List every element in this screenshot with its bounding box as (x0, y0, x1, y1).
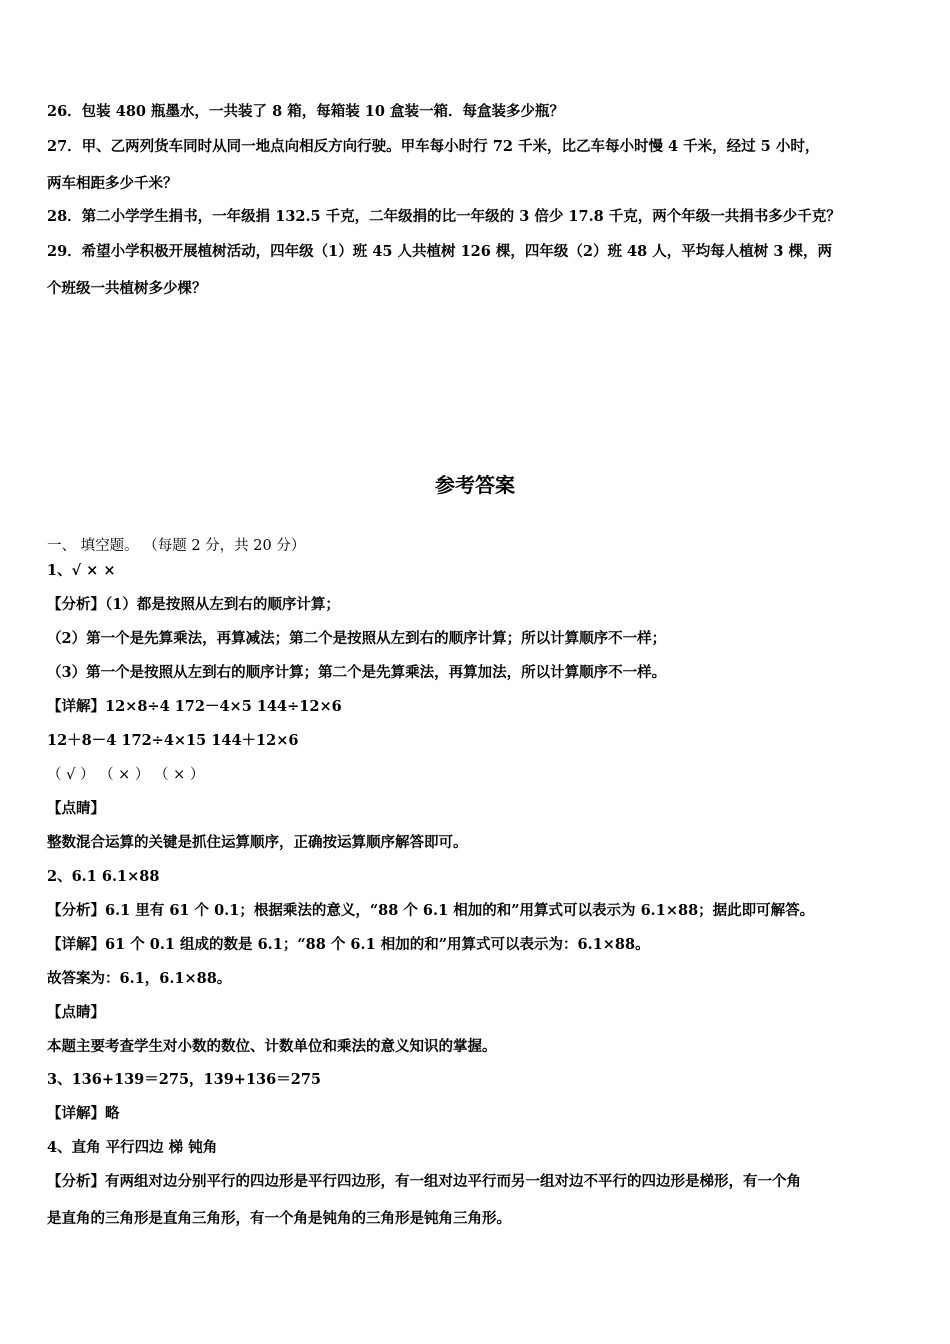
question-27-line-2: 两车相距多少千米？ (47, 175, 178, 192)
answer-1-note: 整数混合运算的关键是抓住运算顺序，正确按运算顺序解答即可。 (47, 834, 468, 851)
answer-1-note-label: 【点睛】 (47, 800, 105, 817)
answer-4-analysis: 【分析】有两组对边分别平行的四边形是平行四边形，有一组对边平行而另一组对边不平行的四边形是梯形，有一个角 (47, 1173, 801, 1190)
answer-4: 4、直角 平行四边 梯 钝角 (47, 1139, 218, 1156)
question-29-line-2: 个班级一共植树多少棵？ (47, 280, 207, 297)
answer-3-detail: 【详解】略 (47, 1105, 120, 1122)
answer-1-analysis-3: （3）第一个是按照从左到右的顺序计算；第二个是先算乘法，再算加法，所以计算顺序不一样。 (47, 664, 667, 681)
answer-1-detail-2: 12＋8－4 172÷4×15 144＋12×6 (47, 732, 299, 749)
answer-2-analysis: 【分析】6.1 里有 61 个 0.1；根据乘法的意义，“88 个 6.1 相加的和”用算式可以表示为 6.1×88；据此即可解答。 (47, 902, 815, 919)
answer-2-note: 本题主要考查学生对小数的数位、计数单位和乘法的意义知识的掌握。 (47, 1038, 497, 1055)
answer-2-detail: 【详解】61 个 0.1 组成的数是 6.1；“88 个 6.1 相加的和”用算式可以表示为：6.1×88。 (47, 936, 650, 953)
question-29-line-1: 29．希望小学积极开展植树活动，四年级（1）班 45 人共植树 126 棵，四年级（2）班 48 人，平均每人植树 3 棵，两 (47, 243, 832, 260)
answer-1: 1、√ × × (47, 562, 116, 579)
answer-2: 2、6.1 6.1×88 (47, 868, 160, 885)
section-1-heading: 一、 填空题。 （每题 2 分，共 20 分） (47, 538, 306, 554)
question-27-line-1: 27．甲、乙两列货车同时从同一地点向相反方向行驶。甲车每小时行 72 千米，比乙车每小时慢 4 千米，经过 5 小时， (47, 138, 820, 155)
question-28: 28．第二小学学生捐书，一年级捐 132.5 千克，二年级捐的比一年级的 3 倍少 17.8 千克，两个年级一共捐书多少千克？ (47, 208, 841, 225)
answer-4-analysis-2: 是直角的三角形是直角三角形，有一个角是钝角的三角形是钝角三角形。 (47, 1210, 511, 1227)
answer-1-analysis: 【分析】（1）都是按照从左到右的顺序计算； (47, 596, 340, 613)
question-26: 26．包装 480 瓶墨水，一共装了 8 箱，每箱装 10 盒装一箱．每盒装多少瓶？ (47, 103, 564, 120)
answer-1-analysis-2: （2）第一个是先算乘法，再算减法；第二个是按照从左到右的顺序计算；所以计算顺序不一样； (47, 630, 667, 647)
answer-2-note-label: 【点睛】 (47, 1004, 105, 1021)
answer-3: 3、136+139＝275，139+136＝275 (47, 1071, 321, 1088)
answer-1-marks: （ √ ） （ × ） （ × ） (47, 767, 205, 783)
answer-1-detail: 【详解】12×8÷4 172－4×5 144÷12×6 (47, 698, 342, 715)
answers-title: 参考答案 (435, 473, 515, 497)
answer-2-result: 故答案为：6.1，6.1×88。 (47, 970, 232, 987)
